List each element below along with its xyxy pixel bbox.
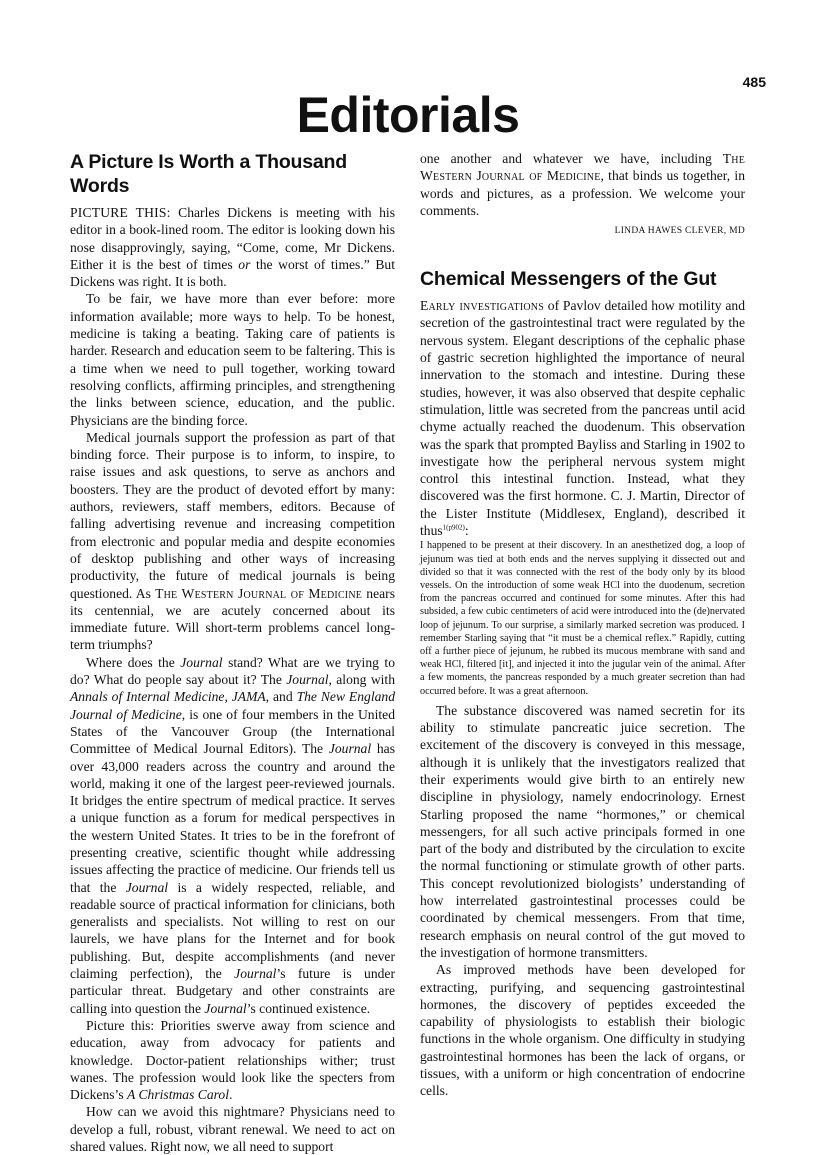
editorial2-paragraph-2: The substance discovered was named secretin for its ability to stimulate pancreatic juice secretion. The excitement of the discovery is conveyed in this message, although it is unlikely that the investigators realized that their experiments would give birth to an entirely new discipline in physiology, namely endocrinology. Ernest Starling proposed the name “hormones,” or chemical messengers, for all such active principals formed in one part of the body and distributed by the circulation to excite the normal functioning or stimulate growth of other parts. This concept revolutionized biologists’ understanding of how interrelated gastrointestinal processes could be coordinated by chemical messengers. From that time, research emphasis on neural control of the gut moved to the investigation of hormone transmitters. [420, 702, 745, 960]
right-column [420, 150, 745, 1100]
editorial1-paragraph-3: Medical journals support the profession as part of that binding force. Their purpose is to inform, to inspire, to raise issues and ask questions, to serve as anchors and boosters. They are the product of devoted effort by many: authors, reviewers, staff members, editors. Because of falling advertising revenue and increasing competition from electronic and popular media and despite economies of desktop publishing and other ways of increasing productivity, the future of medical journals is being questioned. As The Western Journal of Medicine nears its centennial, we are acutely concerned about its immediate future. Will short-term problems cancel long-term triumphs? [70, 429, 395, 653]
editorial-title-messengers: Chemical Messengers of the Gut [420, 268, 717, 291]
block-quote: I happened to be present at their discovery. In an anesthetized dog, a loop of jejunum was tied at both ends and the nerves supplying it dissected out and divided so that it was connected with the rest of the body only by its blood vessels. On the introduction of some weak HCl into the duodenum, secretion from the pancreas occurred and continued for some minutes. After this had subsided, a few cubic centimeters of acid were introduced into the (de)nervated loop of jejunum. To our surprise, a similarly marked secretion was produced. I remember Starling saying that “it must be a chemical reflex.” Rapidly, cutting off a further piece of jejunum, he rubbed its mucous membrane with sand and weak HCl, filtered [it], and injected it into the jugular vein of the animal. After a few moments, the pancreas responded by a much greater secretion than had occurred before. It was a great afternoon. [420, 540, 745, 697]
lead-in: Early investigations [420, 298, 544, 314]
author-signature: LINDA HAWES CLEVER, MD [614, 226, 745, 237]
section-title: Editorials [296, 87, 520, 143]
lead-in: PICTURE THIS: [70, 205, 171, 220]
editorial-title-picture: A Picture Is Worth a Thousand Words [70, 151, 347, 197]
editorial1-paragraph-6: How can we avoid this nightmare? Physicians need to develop a full, robust, vibrant renewal. We need to act on shared values. Right now, we all need to support [70, 1104, 395, 1155]
editorial1-paragraph-2: To be fair, we have more than ever before: more information available; more ways to help. To be honest, medicine is taking a beating. Taking care of patients is harder. Research and education seem to be faltering. This is a time when we need to pull together, working toward resolving conflicts, affirming principles, and strengthening the links between science, education, and the public. Physicians are the binding force. [70, 291, 395, 428]
editorial2-paragraph-1: Early investigations of Pavlov detailed how motility and secretion of the gastrointestinal tract were regulated by the nervous system. Elegant descriptions of the cephalic phase of gastric secretion highlighted the importance of neural innervation to the stomach and intestine. During these studies, however, it was also observed that despite cephalic stimulation, little was secreted from the pancreas until acid chyme actually reached the duodenum. This observation was the spark that prompted Bayliss and Starling in 1902 to investigate how the peripheral nervous system might control this intestinal function. Instead, what they discovered was the first hormone. C. J. Martin, Director of the Lister Institute (Middlesex, England), described it thus$^{1(p902)}$: [420, 298, 746, 539]
editorial1-paragraph-6-continued: one another and whatever we have, including The Western Journal of Medicine, that binds us together, in words and pictures, as a profession. We welcome your comments. [420, 151, 745, 218]
editorial1-paragraph-5: Picture this: Priorities swerve away from science and education, away from advocacy for patients and knowledge. Doctor-patient relationships wither; trust wanes. The profession would look like the specters from Dickens’s A Christmas Carol. [70, 1017, 395, 1103]
editorial1-paragraph-1: PICTURE THIS: Charles Dickens is meeting with his editor in a book-lined room. The editor is looking down his nose disapprovingly, saying, “Come, come, Mr Dickens. Either it is the best of times or the worst of times.” But Dickens was right. It is both. [70, 205, 396, 290]
reference-marker: 1(p902) [442, 523, 465, 532]
editorial1-paragraph-4: Where does the Journal stand? What are we trying to do? What do people say about it? The Journal, along with Annals of Internal Medicine, JAMA, and The New England Journal of Medicine, is one of four members in the United States of the Vancouver Group (the International Committee of Medical Journal Editors). The Journal has over 43,000 readers across the country and around the world, making it one of the largest peer-reviewed journals. It bridges the entire spectrum of medical practice. It serves a unique function as a forum for medical perspectives in the western United States. It tries to be in the forefront of presenting creative, scientific thought while addressing issues affecting the practice of medicine. Our friends tell us that the Journal is a widely respected, reliable, and readable source of practical information for clinicians, both generalists and specialists. Not willing to rest on our laurels, we have plans for the Internet and for book publishing. But, despite accomplishments (and never claiming perfection), the Journal’s future is under particular threat. Budgetary and other constraints are calling into question the Journal’s continued existence. [70, 654, 396, 1016]
page-number: 485 [742, 74, 766, 90]
editorial2-paragraph-3: As improved methods have been developed for extracting, purifying, and sequencing gastrointestinal hormones, the discovery of peptides exceeded the capability of physiologists to establish their biologic functions in the whole organism. One difficulty in studying gastrointestinal hormones has been the lack of organs, or tissues, with a uniform or high concentration of endocrine cells. [420, 962, 745, 1099]
left-column [70, 150, 395, 1155]
